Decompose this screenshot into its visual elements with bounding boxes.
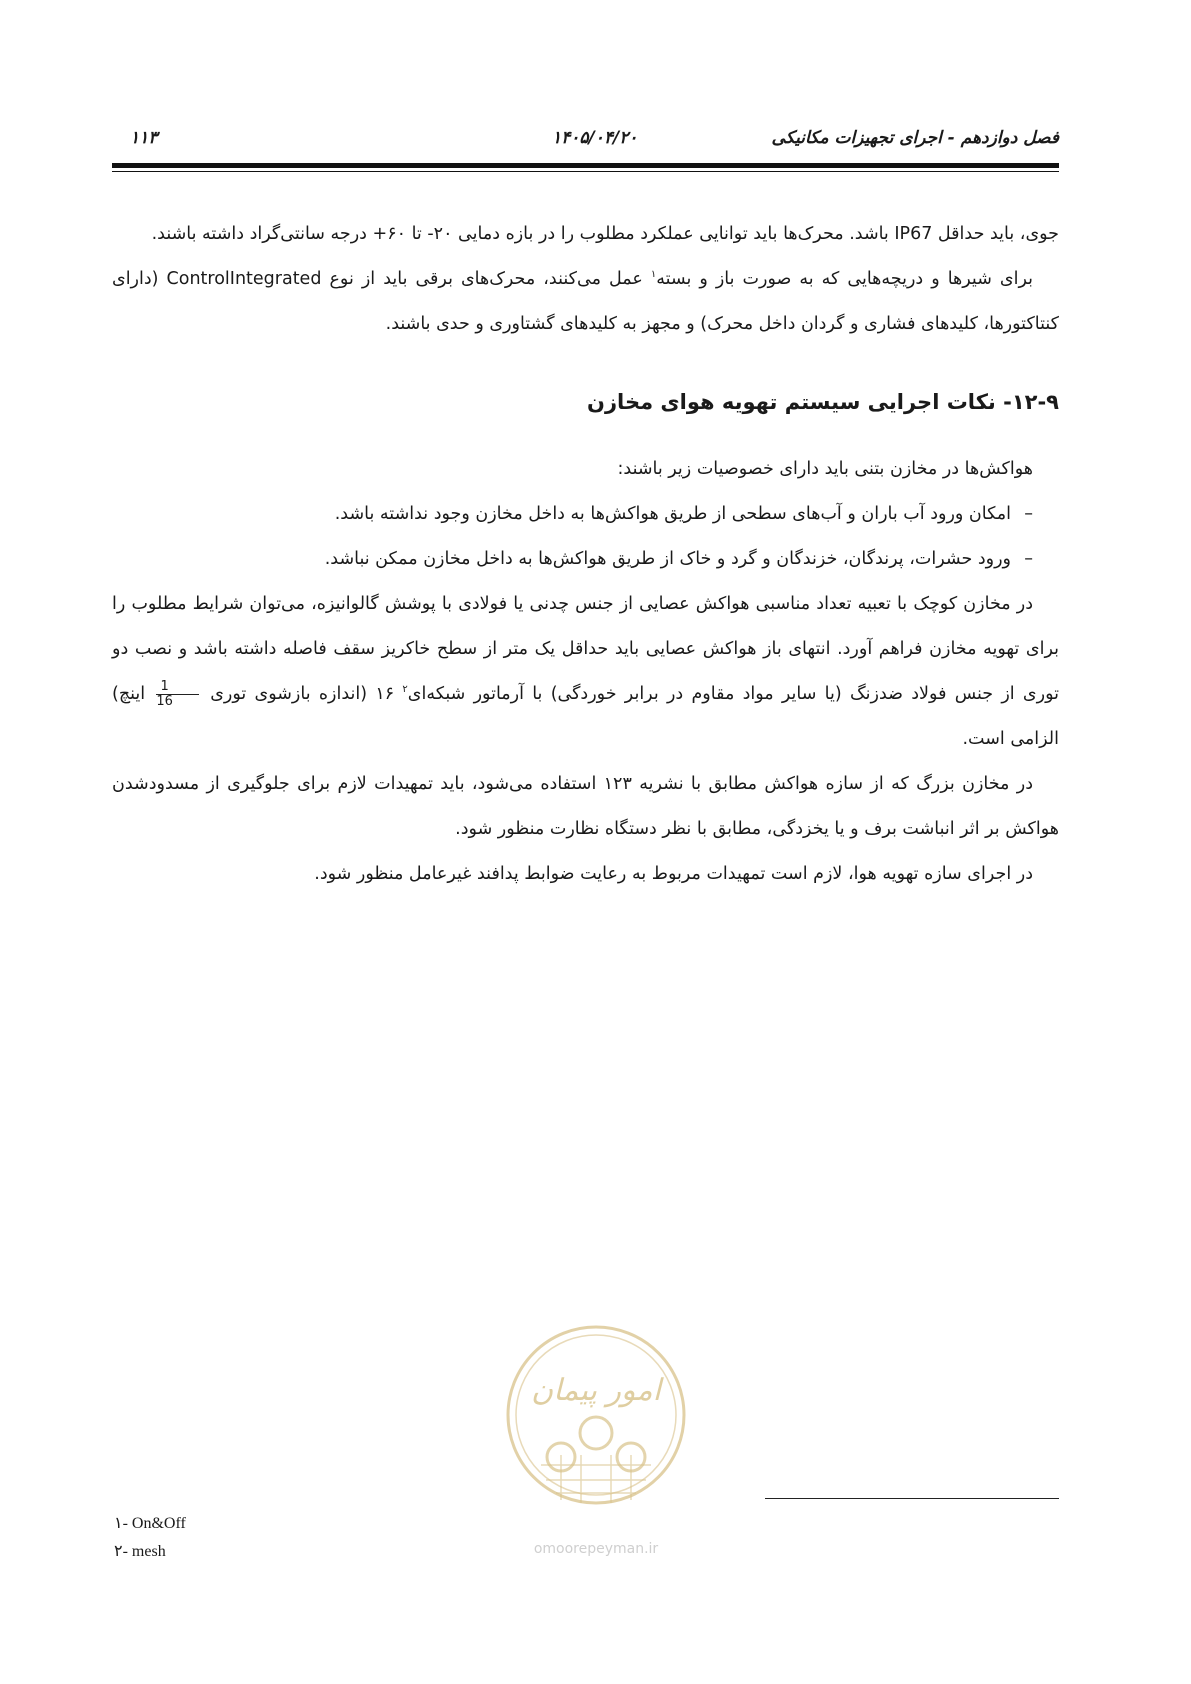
footnote-ref-1[interactable]: ۱ <box>650 269 657 281</box>
header-rule-thick <box>112 163 1059 168</box>
watermark-seal-icon <box>491 1305 701 1570</box>
watermark-site: omoorepeyman.ir <box>533 1541 659 1557</box>
fraction-one-sixteenth <box>156 680 199 709</box>
paragraph-valves-part-a: برای شیرها و دریچه‌هایی که به صورت باز و بسته <box>656 269 1033 289</box>
footnote-text: On&Off <box>131 1515 186 1532</box>
paragraph-small-tanks-part-b: ۱۶ (اندازه بازشوی توری <box>201 684 403 704</box>
paragraph-passive-defense: در اجرای سازه تهویه هوا، لازم است تمهیدات مربوط به رعایت ضوابط پدافند غیرعامل منظور شود. <box>314 864 1033 884</box>
footnote-number: ۲- <box>114 1543 128 1560</box>
list-item <box>112 492 1059 537</box>
paragraph-large-tanks: در مخازن بزرگ که از سازه هواکش مطابق با نشریه ۱۲۳ استفاده می‌شود، باید تمهیدات لازم برای جلوگیری از مسدودشدن هواکش بر اثر انباشت برف و یا یخزدگی، مطابق با نظر دستگاه نظارت منظور شود. <box>112 774 1059 839</box>
footnote-2 <box>114 1538 186 1566</box>
footnote-separator <box>765 1498 1059 1499</box>
fraction-numerator: 1 <box>156 680 199 695</box>
list-item-text: ورود حشرات، پرندگان، خزندگان و گرد و خاک از طریق هواکش‌ها به داخل مخازن ممکن نباشد. <box>324 549 1011 569</box>
footnote-ref-2[interactable]: ۲ <box>402 684 408 696</box>
header-date: ۱۴۰۵/۰۴/۲۰ <box>552 128 638 148</box>
paragraph-vents-intro: هواکش‌ها در مخازن بتنی باید دارای خصوصیات زیر باشند: <box>617 459 1033 479</box>
paragraph-actuator-temp: جوی، باید حداقل IP67 باشد. محرک‌ها باید توانایی عملکرد مطلوب را در بازه دمایی ۲۰- تا ۶۰+ درجه سانتی‌گراد داشته باشند. <box>151 224 1059 244</box>
footnote-number: ۱- <box>114 1515 128 1532</box>
page-number: ۱۱۳ <box>130 128 158 148</box>
list-item-text: امکان ورود آب باران و آب‌های سطحی از طریق هواکش‌ها به داخل مخازن وجود نداشته باشد. <box>334 504 1011 524</box>
bullet-dash: – <box>1024 504 1033 524</box>
page-content <box>112 212 1059 897</box>
paragraph-small-tanks <box>112 582 1059 762</box>
bullet-dash: – <box>1024 549 1033 569</box>
paragraph-valves <box>112 257 1059 347</box>
footnote-1 <box>114 1510 186 1538</box>
footnotes <box>114 1510 186 1566</box>
paragraph-valves-part-b: عمل می‌کنند، محرک‌های برقی باید از نوع ControlIntegrated (دارای کنتاکتورها، کلیدهای فشاری و گردان داخل محرک) و مجهز به کلیدهای گشتاوری و حدی باشند. <box>112 269 1059 334</box>
header-rule-thin <box>112 171 1059 172</box>
paragraph-small-tanks-part-a: در مخازن کوچک با تعبیه تعداد مناسبی هواکش عصایی از جنس چدنی یا فولادی با پوشش گالوانیزه، می‌توان شرایط مطلوب را برای تهویه مخازن فراهم آورد. انتهای باز هواکش عصایی باید حداقل یک متر از سطح خاکریز سقف فاصله داشته باشد و نصب دو توری از جنس فولاد ضدزنگ (یا سایر مواد مقاوم در برابر خوردگی) با آرماتور شبکه‌ای <box>112 594 1059 704</box>
fraction-denominator: 16 <box>156 693 173 709</box>
paragraph-small-tanks-part-c: اینچ) الزامی است. <box>112 684 1059 749</box>
footnote-text: mesh <box>131 1543 166 1560</box>
chapter-title: فصل دوازدهم - اجرای تجهیزات مکانیکی <box>771 128 1059 148</box>
section-heading: ۱۲-۹- نکات اجرایی سیستم تهویه هوای مخازن <box>587 390 1059 414</box>
list-item <box>112 537 1059 582</box>
page-header <box>112 128 1059 156</box>
seal-text: امور پیمان <box>531 1373 661 1408</box>
